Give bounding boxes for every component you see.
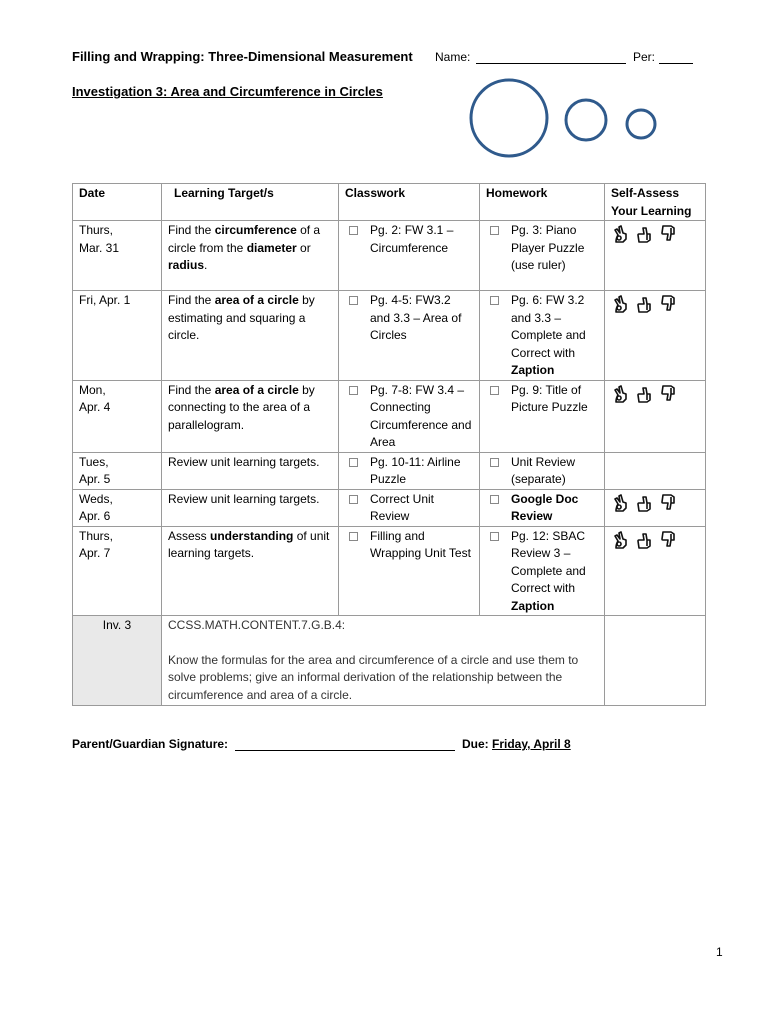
- large-circle: [471, 80, 547, 156]
- signature-line[interactable]: [235, 750, 455, 751]
- row-self-assess: [605, 221, 706, 291]
- header-self-assess: Self-Assess Your Learning: [605, 184, 706, 221]
- name-label: Name:: [435, 50, 471, 64]
- task-checkbox[interactable]: [490, 296, 499, 305]
- row-self-assess: [605, 380, 706, 452]
- table-row: [73, 221, 706, 291]
- row-classwork: [339, 526, 480, 616]
- name-blank-line: [476, 63, 626, 64]
- due-date: Friday, April 8: [492, 737, 571, 751]
- header-learning-targets: Learning Target/s: [162, 184, 339, 221]
- task-checkbox[interactable]: [490, 386, 499, 395]
- thumbs-down-icon[interactable]: [661, 384, 678, 404]
- row-classwork: [339, 221, 480, 291]
- task-text: Pg. 7-8: FW 3.4 – Connecting Circumference and Area: [370, 382, 472, 449]
- thumbs-ok-icon[interactable]: [613, 294, 630, 314]
- standard-text: Know the formulas for the area and circumference of a circle and use them to solve problems; give an informal derivation of the relationship between the circumference and area of a circle.: [168, 652, 579, 702]
- row-learning-target: Find the area of a circle by connecting to the area of a parallelogram.: [162, 380, 339, 452]
- row-learning-target: Find the area of a circle by estimating and squaring a circle.: [162, 291, 339, 381]
- task-text: Filling and Wrapping Unit Test: [370, 528, 471, 560]
- task-checkbox[interactable]: [349, 495, 358, 504]
- task-checkbox[interactable]: [349, 532, 358, 541]
- task-checkbox[interactable]: [349, 296, 358, 305]
- standard-row: [73, 616, 706, 706]
- table-header-row: [73, 184, 706, 221]
- task-text: Pg. 10-11: Airline Puzzle: [370, 454, 461, 486]
- standard-empty-cell: [605, 616, 706, 706]
- schedule-table: [72, 183, 706, 706]
- task-text: Pg. 2: FW 3.1 – Circumference: [370, 223, 454, 255]
- row-date: Thurs, Apr. 7: [73, 526, 162, 616]
- row-homework: [480, 452, 605, 489]
- page-number: 1: [716, 945, 723, 959]
- task-checkbox[interactable]: [490, 495, 499, 504]
- thumbs-up-icon[interactable]: [637, 493, 654, 513]
- row-classwork: [339, 380, 480, 452]
- row-learning-target: Review unit learning targets.: [162, 489, 339, 526]
- standard-cell: [162, 616, 605, 706]
- row-self-assess: [605, 291, 706, 381]
- medium-circle: [566, 100, 606, 140]
- row-learning-target: Review unit learning targets.: [162, 452, 339, 489]
- task-text: Pg. 12: SBAC Review 3 – Complete and Correct with Zaption: [511, 528, 586, 613]
- thumbs-down-icon[interactable]: [661, 294, 678, 314]
- thumbs-down-icon[interactable]: [661, 530, 678, 550]
- row-date: Fri, Apr. 1: [73, 291, 162, 381]
- thumbs-down-icon[interactable]: [661, 224, 678, 244]
- thumbs-up-icon[interactable]: [637, 384, 654, 404]
- task-text: Correct Unit Review: [370, 491, 435, 523]
- row-homework: [480, 489, 605, 526]
- period-blank-line: [659, 63, 693, 64]
- period-label: Per:: [633, 50, 656, 64]
- row-date: Mon, Apr. 4: [73, 380, 162, 452]
- header-classwork: Classwork: [339, 184, 480, 221]
- row-self-assess: [605, 526, 706, 616]
- row-date: Weds, Apr. 6: [73, 489, 162, 526]
- row-homework: [480, 291, 605, 381]
- row-date: Thurs, Mar. 31: [73, 221, 162, 291]
- table-row: [73, 452, 706, 489]
- row-learning-target: Assess understanding of unit learning targets.: [162, 526, 339, 616]
- row-homework: [480, 221, 605, 291]
- thumbs-up-icon[interactable]: [637, 294, 654, 314]
- row-classwork: [339, 291, 480, 381]
- investigation-title: Investigation 3: Area and Circumference in Circles: [72, 84, 383, 99]
- table-row: [73, 291, 706, 381]
- row-self-assess: [605, 489, 706, 526]
- task-checkbox[interactable]: [349, 226, 358, 235]
- standard-label: Inv. 3: [73, 616, 162, 706]
- task-checkbox[interactable]: [349, 458, 358, 467]
- task-text: Pg. 6: FW 3.2 and 3.3 – Complete and Correct with Zaption: [511, 293, 586, 377]
- row-date: Tues, Apr. 5: [73, 452, 162, 489]
- thumbs-ok-icon[interactable]: [613, 224, 630, 244]
- row-learning-target: Find the circumference of a circle from the diameter or radius.: [162, 221, 339, 291]
- thumbs-up-icon[interactable]: [637, 224, 654, 244]
- thumbs-ok-icon[interactable]: [613, 493, 630, 513]
- thumbs-ok-icon[interactable]: [613, 530, 630, 550]
- circles-illustration: [465, 74, 665, 164]
- task-checkbox[interactable]: [490, 226, 499, 235]
- standard-code: CCSS.MATH.CONTENT.7.G.B.4:: [168, 618, 346, 632]
- task-text: Google Doc Review: [511, 491, 579, 523]
- row-homework: [480, 526, 605, 616]
- task-text: Pg. 4-5: FW3.2 and 3.3 – Area of Circles: [370, 293, 462, 342]
- task-checkbox[interactable]: [490, 532, 499, 541]
- row-homework: [480, 380, 605, 452]
- row-classwork: [339, 489, 480, 526]
- due-block: [462, 736, 571, 754]
- thumbs-up-icon[interactable]: [637, 530, 654, 550]
- task-checkbox[interactable]: [490, 458, 499, 467]
- signature-label: Parent/Guardian Signature:: [72, 737, 229, 751]
- task-text: Pg. 3: Piano Player Puzzle (use ruler): [511, 223, 585, 272]
- thumbs-ok-icon[interactable]: [613, 384, 630, 404]
- task-checkbox[interactable]: [349, 386, 358, 395]
- row-self-assess: [605, 452, 706, 489]
- table-row: [73, 489, 706, 526]
- header-date: Date: [73, 184, 162, 221]
- task-text: Unit Review (separate): [511, 454, 576, 486]
- document-title: Filling and Wrapping: Three-Dimensional Measurement: [72, 49, 413, 64]
- task-text: Pg. 9: Title of Picture Puzzle: [511, 382, 588, 414]
- small-circle: [627, 110, 655, 138]
- header-homework: Homework: [480, 184, 605, 221]
- table-row: [73, 380, 706, 452]
- due-label: Due:: [462, 737, 489, 751]
- table-row: [73, 526, 706, 616]
- row-classwork: [339, 452, 480, 489]
- thumbs-down-icon[interactable]: [661, 493, 678, 513]
